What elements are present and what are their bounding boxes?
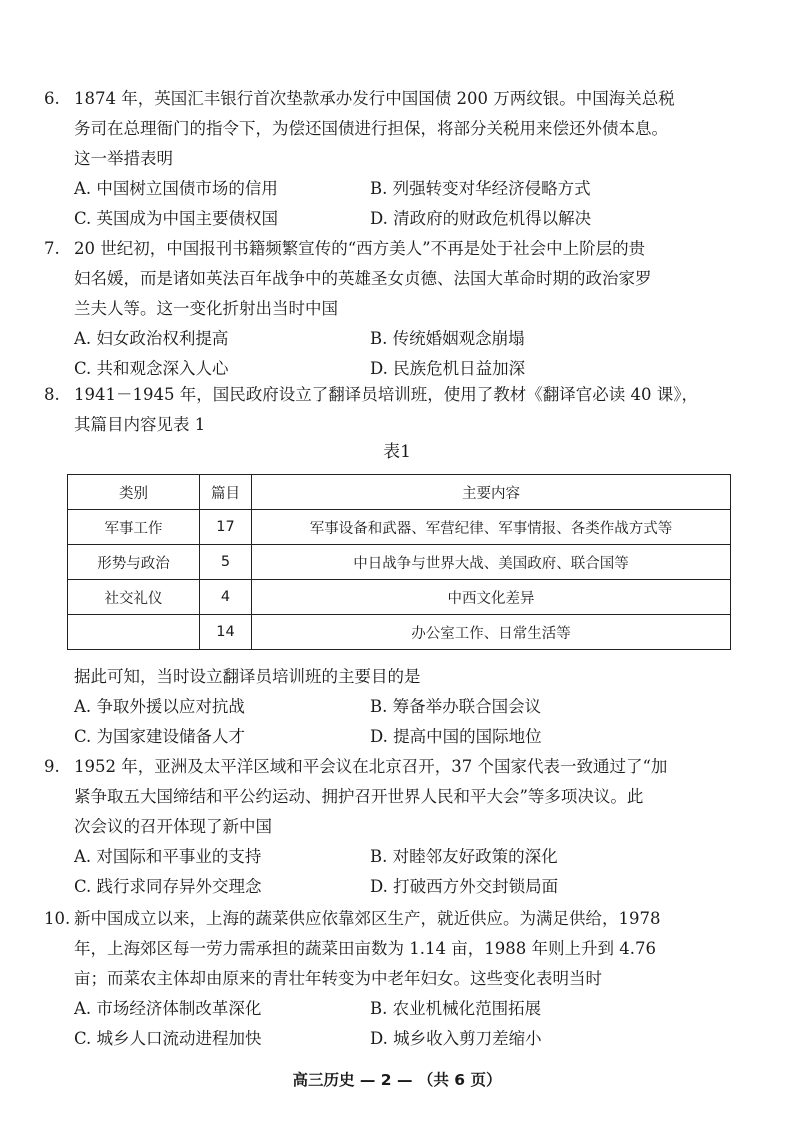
question-8 (44, 380, 760, 440)
table-1 (67, 474, 731, 650)
option-c: C. 城乡人口流动进程加快 (74, 1029, 262, 1048)
option-d: D. 打破西方外交封锁局面 (370, 877, 559, 896)
question-number: 9. (44, 757, 60, 776)
question-8-continued (44, 662, 760, 752)
table-row (68, 580, 731, 615)
question-stem-line: 1941－1945 年，国民政府设立了翻译员培训班，使用了教材《翻译官必读 40 课》， (74, 385, 698, 404)
table-cell (68, 615, 200, 650)
option-c: C. 为国家建设储备人才 (74, 727, 246, 746)
question-stem-line: 年，上海郊区每一劳力需承担的蔬菜田亩数为 1.14 亩，1988 年则上升到 4.76 (74, 939, 656, 958)
question-stem-line: 1874 年，英国汇丰银行首次垫款承办发行中国国债 200 万两纹银。中国海关总税 (74, 89, 675, 108)
table-cell: 5 (200, 545, 252, 580)
table-cell: 中西文化差异 (252, 580, 731, 615)
table-cell: 社交礼仪 (68, 580, 200, 615)
options (44, 324, 760, 384)
question-stem-line: 这一举措表明 (74, 149, 173, 168)
options (44, 692, 760, 752)
question-number: 10. (44, 909, 71, 928)
option-a: A. 争取外援以应对抗战 (74, 697, 245, 716)
option-b: B. 对睦邻友好政策的深化 (370, 847, 558, 866)
question-stem-line: 20 世纪初，中国报刊书籍频繁宣传的“西方美人”不再是处于社会中上阶层的贵 (74, 239, 646, 258)
table-cell: 军事设备和武器、军营纪律、军事情报、各类作战方式等 (252, 510, 731, 545)
table-cell: 形势与政治 (68, 545, 200, 580)
option-d: D. 提高中国的国际地位 (370, 727, 542, 746)
question-7 (44, 234, 760, 384)
option-a: A. 市场经济体制改革深化 (74, 999, 262, 1018)
question-stem-line: 新中国成立以来，上海的蔬菜供应依靠郊区生产，就近供应。为满足供给，1978 (74, 909, 661, 928)
option-b: B. 农业机械化范围拓展 (370, 999, 542, 1018)
question-stem-line: 紧争取五大国缔结和平公约运动、拥护召开世界人民和平大会”等多项决议。此 (74, 787, 644, 806)
question-number: 8. (44, 385, 60, 404)
options (44, 174, 760, 234)
option-c: C. 共和观念深入人心 (74, 359, 229, 378)
question-prompt: 据此可知，当时设立翻译员培训班的主要目的是 (74, 667, 421, 686)
question-stem-line: 1952 年，亚洲及太平洋区域和平会议在北京召开，37 个国家代表一致通过了“加 (74, 757, 668, 776)
options (44, 842, 760, 902)
option-d: D. 清政府的财政危机得以解决 (370, 209, 592, 228)
question-stem-line: 务司在总理衙门的指令下，为偿还国债进行担保，将部分关税用来偿还外债本息。 (74, 119, 668, 138)
table-header: 篇目 (200, 475, 252, 510)
table-cell: 17 (200, 510, 252, 545)
table-cell: 中日战争与世界大战、美国政府、联合国等 (252, 545, 731, 580)
option-d: D. 民族危机日益加深 (370, 359, 526, 378)
page-footer: 高三历史 — 2 — （共 6 页） (292, 1071, 502, 1089)
option-c: C. 践行求同存异外交理念 (74, 877, 262, 896)
question-6 (44, 84, 760, 234)
table-cell: 办公室工作、日常生活等 (252, 615, 731, 650)
table-cell: 14 (200, 615, 252, 650)
option-b: B. 筹备举办联合国会议 (370, 697, 542, 716)
option-a: A. 对国际和平事业的支持 (74, 847, 262, 866)
question-stem-line: 次会议的召开体现了新中国 (74, 817, 272, 836)
question-stem-line: 妇名媛，而是诸如英法百年战争中的英雄圣女贞德、法国大革命时期的政治家罗 (74, 269, 652, 288)
option-a: A. 妇女政治权利提高 (74, 329, 229, 348)
question-stem-line: 亩；而菜农主体却由原来的青壮年转变为中老年妇女。这些变化表明当时 (74, 969, 602, 988)
table-header: 主要内容 (252, 475, 731, 510)
option-b: B. 列强转变对华经济侵略方式 (370, 179, 591, 198)
table-row (68, 615, 731, 650)
option-a: A. 中国树立国债市场的信用 (74, 179, 278, 198)
table-row (68, 510, 731, 545)
question-number: 6. (44, 89, 60, 108)
table-header: 类别 (68, 475, 200, 510)
table-header-row (68, 475, 731, 510)
question-stem-line: 其篇目内容见表 1 (74, 415, 206, 434)
table-cell: 军事工作 (68, 510, 200, 545)
option-c: C. 英国成为中国主要债权国 (74, 209, 279, 228)
option-d: D. 城乡收入剪刀差缩小 (370, 1029, 542, 1048)
question-stem-line: 兰夫人等。这一变化折射出当时中国 (74, 299, 338, 318)
option-b: B. 传统婚姻观念崩塌 (370, 329, 525, 348)
options (44, 994, 760, 1054)
question-9 (44, 752, 760, 902)
table-row (68, 545, 731, 580)
question-10 (44, 904, 760, 1054)
table-title: 表1 (383, 442, 411, 462)
table-cell: 4 (200, 580, 252, 615)
question-number: 7. (44, 239, 60, 258)
